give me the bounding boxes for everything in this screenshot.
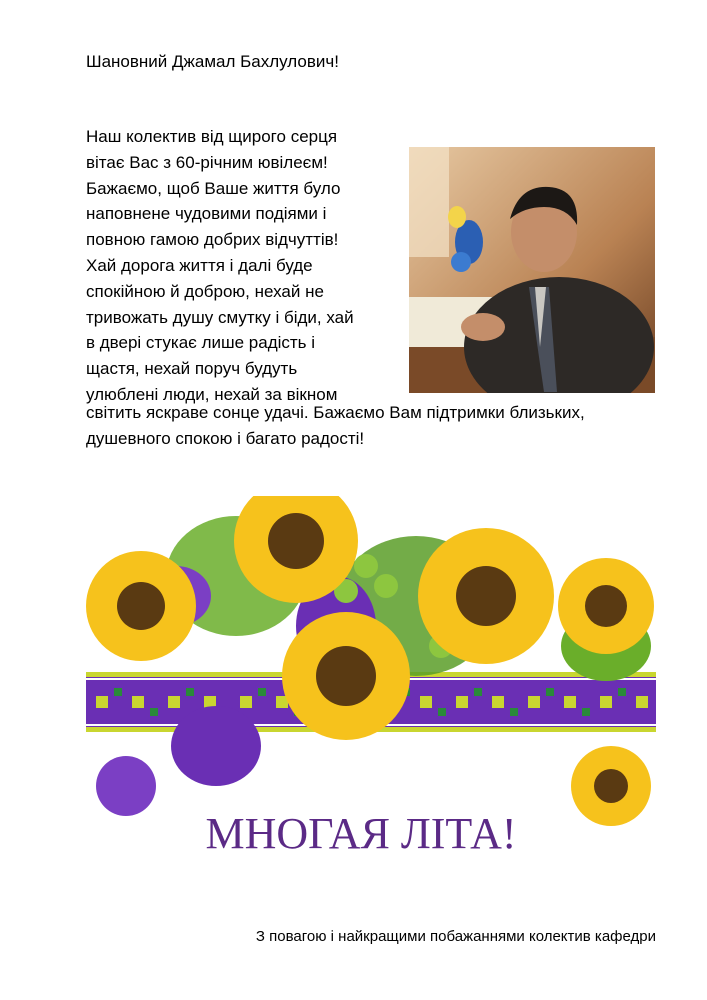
letter-body	[86, 124, 406, 408]
body-line: тривожать душу смутку і біди, хай	[86, 307, 354, 327]
body-line: наповнене чудовими подіями і	[86, 204, 327, 224]
body-line: Наш колектив від щирого серця	[86, 127, 338, 146]
body-line: душевного спокою і багато радості!	[86, 428, 365, 448]
body-line: спокійною й доброю, нехай не	[86, 281, 324, 301]
sunflower	[282, 612, 410, 740]
sunflower-embroidery-illustration	[86, 496, 656, 880]
sunflower	[571, 746, 651, 826]
portrait-illustration	[409, 147, 655, 393]
body-line: вітає Вас з 60-річним ювілеєм!	[86, 152, 328, 172]
sunflower	[558, 558, 654, 654]
body-line: Бажаємо, щоб Ваше життя було	[86, 178, 341, 198]
greeting-text: МНОГАЯ ЛІТА!	[205, 809, 517, 858]
body-line: Хай дорога життя і далі буде	[86, 255, 313, 275]
body-line: повною гамою добрих відчуттів!	[86, 230, 339, 250]
salutation: Шановний Джамал Бахлулович!	[86, 52, 339, 71]
body-line: світить яскраве сонце удачі. Бажаємо Вам підтримки близьких,	[86, 403, 585, 422]
letter-body-tail	[86, 400, 656, 452]
signature: З повагою і найкращими побажаннями колектив кафедри	[255, 928, 656, 945]
body-line: в двері стукає лише радість і	[86, 333, 316, 353]
body-line: щастя, нехай поруч будуть	[86, 359, 298, 379]
body-line: улюблені люди, нехай за вікном	[86, 384, 338, 404]
portrait-photo	[409, 147, 655, 393]
sunflower	[86, 551, 196, 661]
sunflower	[418, 528, 554, 664]
greeting-card	[86, 496, 656, 880]
